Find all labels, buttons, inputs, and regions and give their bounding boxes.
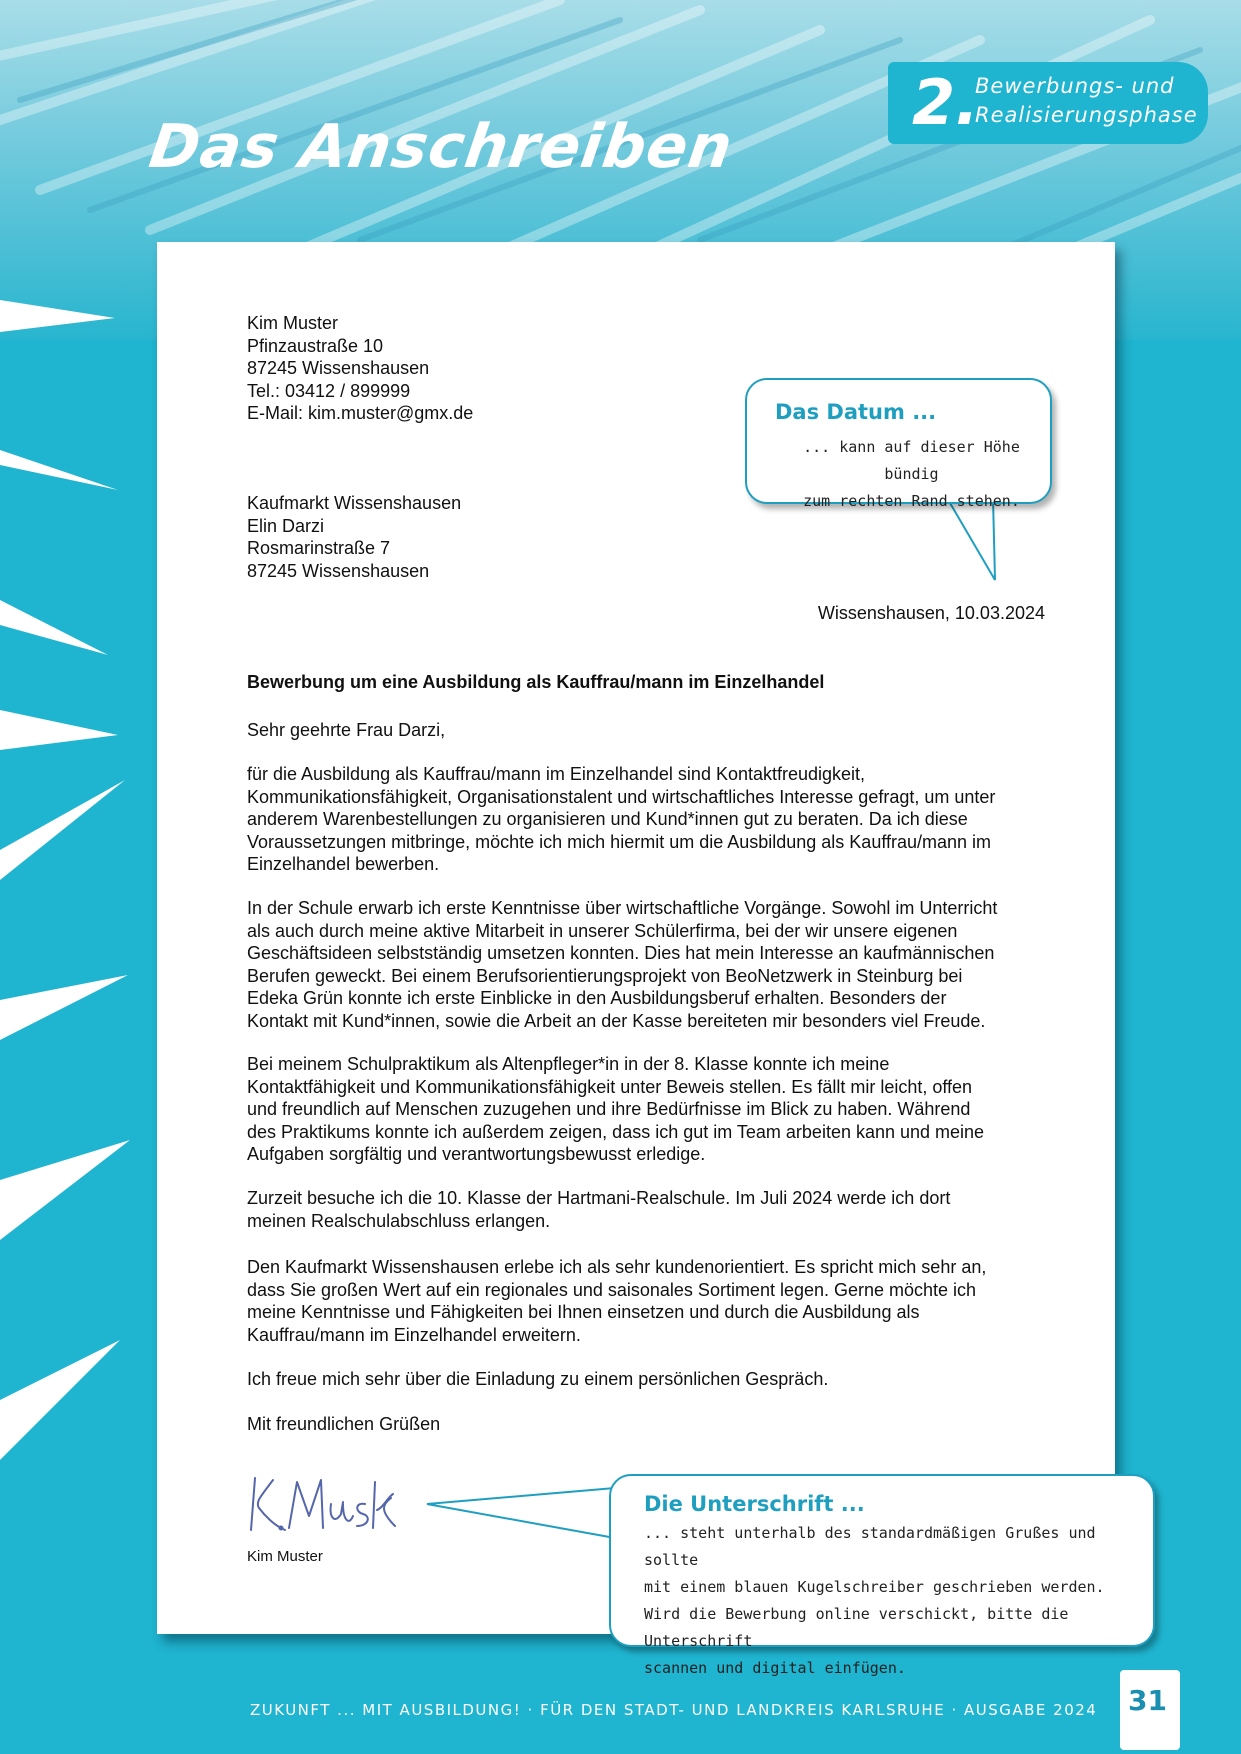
paragraph (247, 1256, 1051, 1346)
paragraph-line: Berufen geweckt. Bei einem Berufsorientierungsprojekt von BeoNetzwerk in Steinburg bei (247, 965, 963, 986)
letter-subject: Bewerbung um eine Ausbildung als Kauffrau/mann im Einzelhandel (247, 672, 825, 692)
paragraph-line: als auch durch meine aktive Mitarbeit in unserer Schülerfirma, bei der wir unsere eigenen (247, 920, 958, 941)
recipient-address (247, 492, 461, 582)
recipient-line: Rosmarinstraße 7 (247, 538, 391, 558)
date-hint-bubble (745, 378, 1052, 510)
sender-address (247, 312, 473, 425)
signature-bubble-tail (425, 1480, 625, 1550)
paragraph-line: Edeka Grün konnte ich erste Einblicke in den Ausbildungsberuf erhalten. Besonders der (247, 988, 947, 1008)
signature-hint-line: mit einem blauen Kugelschreiber geschrieben werden. (644, 1578, 1105, 1596)
date-hint-text (773, 434, 1050, 515)
paragraph-line: In der Schule erwarb ich erste Kenntnisse über wirtschaftliche Vorgänge. Sowohl im Unterricht (247, 898, 998, 918)
signature-hint-bubble (609, 1474, 1155, 1677)
footer-text: ZUKUNFT ... MIT AUSBILDUNG! · FÜR DEN STADT- UND LANDKREIS KARLSRUHE · AUSGABE 2024 (250, 1701, 1098, 1719)
paragraph-line: und freundlich auf Menschen zuzugehen und ihre Bedürfnisse im Blick zu haben. Während (247, 1099, 971, 1119)
paragraph-line: Kommunikationsfähigkeit, Organisationstalent und wirtschaftliches Interesse gefragt, um unter (247, 786, 996, 807)
paragraph-line: Kauffrau/mann im Einzelhandel erweitern. (247, 1324, 581, 1345)
paragraph-line: Kontaktfähigkeit und Kommunikationsfähigkeit unter Beweis stellen. Es fällt mir leicht, offen (247, 1076, 973, 1097)
paragraph-line: Ich freue mich sehr über die Einladung zu einem persönlichen Gespräch. (247, 1369, 829, 1389)
recipient-line: 87245 Wissenshausen (247, 560, 430, 581)
paragraph-line: meine Kenntnisse und Fähigkeiten bei Ihnen einsetzen und durch die Ausbildung als (247, 1302, 920, 1322)
paragraph-line: des Praktikums konnte ich außerdem zeigen, dass ich gut im Team arbeiten kann und meine (247, 1121, 985, 1142)
page-title: Das Anschreiben (145, 112, 738, 182)
signature-hint-line: ... steht unterhalb des standardmäßigen Grußes und sollte (644, 1524, 1096, 1569)
signer-name: Kim Muster (247, 1548, 323, 1565)
signature-hint-title: Die Unterschrift ... (644, 1492, 865, 1516)
phase-label (975, 72, 1198, 130)
paragraph-line: meinen Realschulabschluss erlangen. (247, 1210, 551, 1231)
sender-line: Pfinzaustraße 10 (247, 335, 384, 356)
sender-line: Kim Muster (247, 313, 339, 333)
salutation: Sehr geehrte Frau Darzi, (247, 720, 446, 740)
phase-label-line2: Realisierungsphase (975, 103, 1198, 127)
sender-line: 87245 Wissenshausen (247, 358, 430, 378)
paragraph (247, 763, 1051, 876)
paragraph-line: Voraussetzungen mitbringe, möchte ich mich hiermit um die Ausbildung als Kauffrau/mann im (247, 831, 992, 852)
paragraph-line: Zurzeit besuche ich die 10. Klasse der Hartmani-Realschule. Im Juli 2024 werde ich dort (247, 1188, 951, 1208)
handwritten-signature (245, 1468, 405, 1538)
page-number: 31 (1128, 1684, 1167, 1717)
paragraph-line: dass Sie großen Wert auf ein regionales und saisonales Sortiment legen. Gerne möchte ich (247, 1279, 977, 1300)
closing: Mit freundlichen Grüßen (247, 1414, 441, 1434)
paragraph-line: Den Kaufmarkt Wissenshausen erlebe ich als sehr kundenorientiert. Es spricht mich sehr an, (247, 1257, 987, 1277)
phase-number: 2. (912, 66, 979, 139)
date-hint-title: Das Datum ... (775, 400, 937, 424)
paragraph-line: Geschäftsideen selbstständig umsetzen konnten. Dies hat mein Interesse an kaufmännischen (247, 943, 995, 963)
paragraph (247, 1368, 1051, 1391)
decorative-spikes (0, 280, 150, 1580)
paragraph-line: Aufgaben sorgfältig und verantwortungsbewusst erledige. (247, 1144, 706, 1164)
paragraph-line: für die Ausbildung als Kauffrau/mann im Einzelhandel sind Kontaktfreudigkeit, (247, 764, 866, 784)
paragraph-line: Kontakt mit Kund*innen, sowie die Arbeit an der Kasse bereiteten mir besonders viel Freude. (247, 1010, 986, 1031)
date-hint-line: zum rechten Rand stehen. (803, 492, 1020, 510)
paragraph-line: Bei meinem Schulpraktikum als Altenpfleger*in in der 8. Klasse konnte ich meine (247, 1054, 890, 1074)
date-hint-line: ... kann auf dieser Höhe bündig (803, 438, 1020, 483)
paragraph (247, 897, 1051, 1032)
paragraph (247, 1053, 1051, 1166)
paragraph-line: Einzelhandel bewerben. (247, 854, 440, 874)
paragraph-line: anderem Warenbestellungen zu organisieren und Kund*innen gut zu beraten. Da ich diese (247, 809, 968, 829)
sender-line: Tel.: 03412 / 899999 (247, 380, 411, 401)
phase-label-line1: Bewerbungs- und (975, 74, 1175, 98)
sender-line: E-Mail: kim.muster@gmx.de (247, 403, 474, 423)
recipient-line: Kaufmarkt Wissenshausen (247, 493, 462, 513)
letter-date: Wissenshausen, 10.03.2024 (817, 603, 1045, 623)
signature-hint-text (644, 1520, 1153, 1682)
signature-hint-line: scannen und digital einfügen. (644, 1659, 906, 1677)
paragraph (247, 1187, 1051, 1232)
recipient-line: Elin Darzi (247, 515, 325, 536)
signature-hint-line: Wird die Bewerbung online verschickt, bitte die Unterschrift (644, 1605, 1069, 1650)
